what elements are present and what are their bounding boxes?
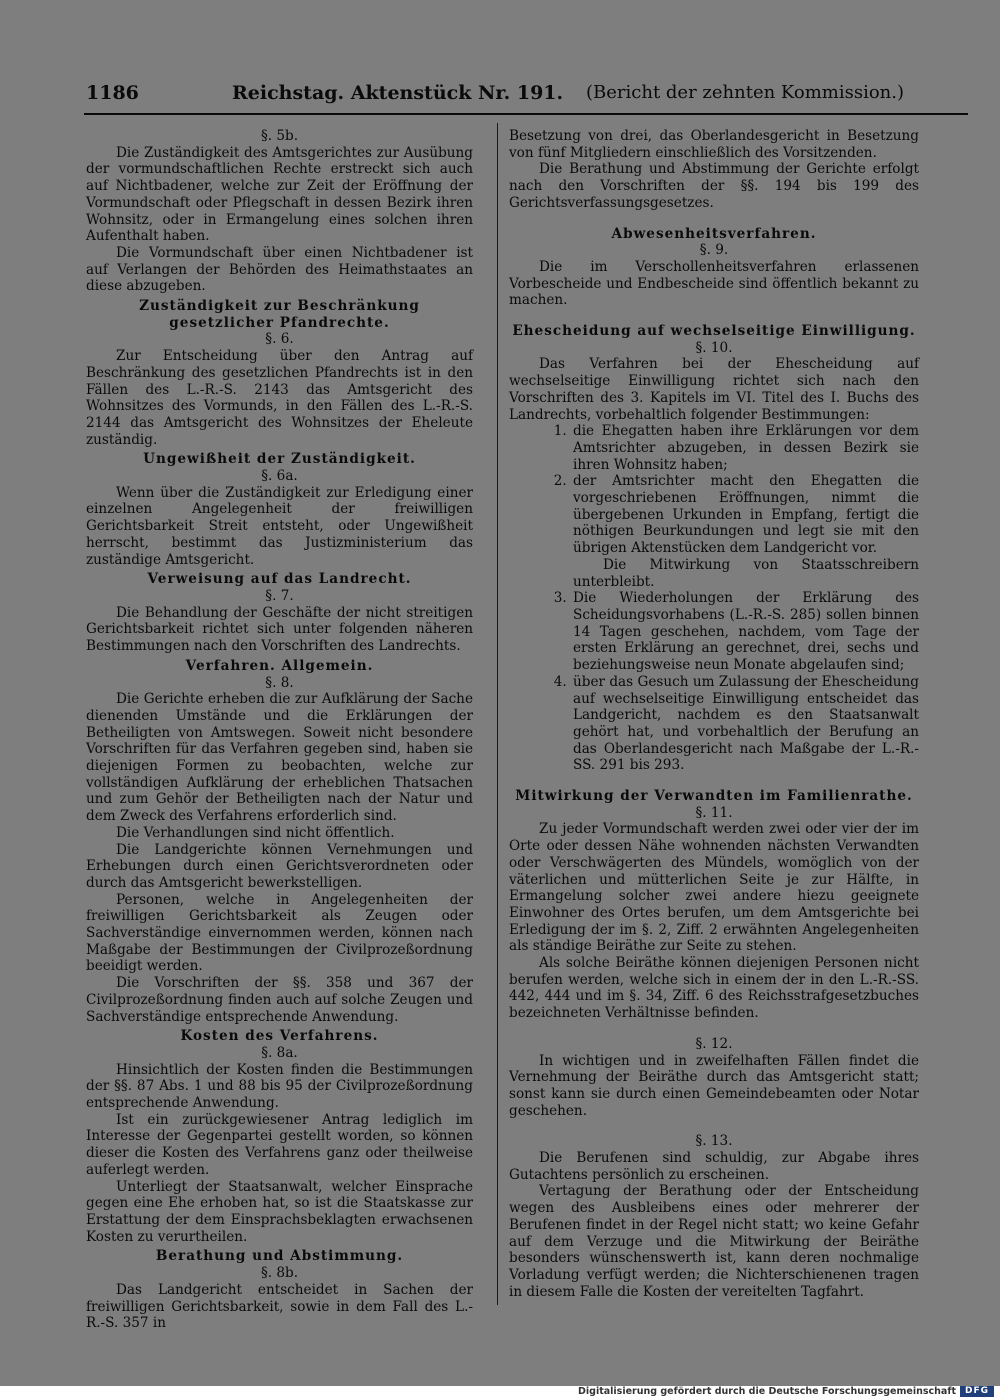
paragraph: Die Zuständigkeit des Amtsgerichtes zur Ausübung der vormundschaftlichen Rechte erstreckt sich auch auf Nichtbadener, welche zur Zeit der Eröffnung der Vormundschaft oder Pflegschaft in dessen Bezirk ihren Wohnsitz, oder in Ermangelung eines solchen ihren Aufenthalt haben. — [86, 144, 473, 245]
section-8a-heading: Kosten des Verfahrens. — [180, 1028, 379, 1045]
paragraph: Ist ein zurückgewiesener Antrag lediglich im Interesse der Gegenpartei gestellt worden, so können dieser die Kosten des Verfahrens ganz oder theilweise auferlegt werden. — [86, 1111, 473, 1178]
paragraph: Zu jeder Vormundschaft werden zwei oder vier der im Orte oder dessen Nähe wohnenden nächsten Verwandten oder Verschwägerten des Mündels, womöglich von der väterlichen und mütterlichen Seite je zur Hälfte, in Ermangelung solcher zwei andere hiezu geeignete Einwohner des Ortes berufen, um dem Amtsgerichte bei Erledigung der im §. 2, Ziff. 2 erwähnten Angelegenheiten als ständige Beiräthe zur Seite zu stehen. — [509, 821, 919, 955]
section-11-heading: Mitwirkung der Verwandten im Familienrathe. — [515, 788, 913, 805]
section-6-heading: Zuständigkeit zur Beschränkung gesetzlicher Pfandrechte. — [139, 298, 420, 331]
footer-bar — [0, 1386, 1000, 1397]
paragraph: Hinsichtlich der Kosten finden die Bestimmungen der §§. 87 Abs. 1 und 88 bis 95 der Civilprozeßordnung entsprechende Anwendung. — [86, 1061, 473, 1112]
list-item: 3. Die Wiederholungen der Erklärung des Scheidungsvorhabens (L.-R.-S. 285) sollen binnen 14 Tagen geschehen, nachdem, vom Tage der ersten Erklärung an gerechnet, drei, sechs und beziehungsweise neun Monate abgelaufen sind; — [571, 590, 919, 674]
paragraph: Die Gerichte erheben die zur Aufklärung der Sache dienenden Umstände und die Erklärungen der Betheiligten von Amtswegen. Soweit nicht besondere Vorschriften für das Verfahren gegeben sind, haben sie diejenigen Formen zu beobachten, welche zur vollständigen Aufklärung der erheblichen Thatsachen und zum Gehör der Betheiligten nach der Natur und dem Zweck des Verfahrens erforderlich sind. — [86, 691, 473, 825]
section-8-heading: Verfahren. Allgemein. — [185, 657, 374, 674]
paragraph: Das Landgericht entscheidet in Sachen der freiwilligen Gerichtsbarkeit, sowie in dem Fall des L.-R.-S. 357 in — [86, 1281, 473, 1332]
funding-notice: Digitalisierung gefördert durch die Deutsche Forschungsgemeinschaft — [578, 1386, 956, 1397]
header-rule — [84, 113, 968, 115]
column-divider — [497, 123, 498, 1305]
right-column — [509, 128, 919, 1300]
paragraph: Die Landgerichte können Vernehmungen und Erhebungen durch einen Gerichtsverordneten oder durch das Amtsgericht bewerkstelligen. — [86, 841, 473, 891]
paragraph: Als solche Beiräthe können diejenigen Personen nicht berufen werden, welche sich in einem der in den L.-R.-SS. 442, 444 und im §. 34, Ziff. 6 des Reichsstrafgesetzbuches bezeichneten Verhältnisse befinden. — [509, 955, 919, 1022]
section-9-number: §. 9. — [699, 242, 729, 259]
section-6a-number: §. 6a. — [261, 468, 298, 485]
paragraph: Die Vorschriften der §§. 358 und 367 der Civilprozeßordnung finden auch auf solche Zeugen und Sachverständige entsprechende Anwendung. — [86, 975, 473, 1025]
section-10-number: §. 10. — [695, 339, 733, 356]
section-9-heading: Abwesenheitsverfahren. — [611, 225, 817, 242]
section-8a-number: §. 8a. — [261, 1044, 298, 1061]
section-8b-number: §. 8b. — [260, 1265, 299, 1282]
page-number: 1186 — [86, 82, 139, 104]
list-item: 2. der Amtsrichter macht den Ehegatten die vorgeschriebenen Eröffnungen, nimmt die übergebenen Urkunden in Empfang, fertigt die nöthigen Beurkundungen und legt sie mit den übrigen Aktenstücken dem Landgericht vor. Die Mitwirkung von Staatsschreibern unterbleibt. — [571, 473, 919, 590]
section-10-heading: Ehescheidung auf wechselseitige Einwilligung. — [512, 323, 916, 340]
paragraph: Vertagung der Berathung oder der Entscheidung wegen des Ausbleibens eines oder mehrerer der Berufenen findet in der Regel nicht statt; wo keine Gefahr auf dem Verzuge und die Mitwirkung der Beiräthe besonders wünschenswerth ist, kann deren nochmalige Vorladung verfügt werden; die Nichterschienenen tragen in diesem Falle die Kosten der vereitelten Tagfahrt. — [509, 1183, 919, 1300]
section-6a-heading: Ungewißheit der Zuständigkeit. — [143, 451, 416, 468]
section-7-number: §. 7. — [265, 587, 294, 604]
page-header — [86, 82, 966, 112]
paragraph: Besetzung von drei, das Oberlandesgericht in Besetzung von fünf Mitgliedern einschließlich des Vorsitzenden. — [509, 128, 919, 161]
list-item-note: Die Mitwirkung von Staatsschreibern unterbleibt. — [573, 556, 919, 590]
paragraph: Personen, welche in Angelegenheiten der freiwilligen Gerichtsbarkeit als Zeugen oder Sachverständige einvernommen werden, können nach Maßgabe der Bestimmungen der Civilprozeßordnung beeidigt werden. — [86, 891, 473, 975]
section-7-heading: Verweisung auf das Landrecht. — [147, 571, 412, 588]
paragraph: Wenn über die Zuständigkeit zur Erledigung einer einzelnen Angelegenheit der freiwilligen Gerichtsbarkeit Streit entsteht, oder Ungewißheit herrscht, bestimmt das Justizministerium das zuständige Amtsgericht. — [86, 484, 473, 568]
dfg-logo-icon: DFG — [960, 1386, 994, 1397]
paragraph: Die Verhandlungen sind nicht öffentlich. — [116, 824, 395, 841]
provisions-list — [509, 423, 919, 774]
paragraph: Die Behandlung der Geschäfte der nicht streitigen Gerichtsbarkeit richtet sich unter folgenden näheren Bestimmungen nach den Vorschriften des Landrechts. — [86, 604, 473, 655]
paragraph: Das Verfahren bei der Ehescheidung auf wechselseitige Einwilligung richtet sich nach den Vorschriften des 3. Kapitels im VI. Titel des I. Buchs des Landrechts, vorbehaltlich folgender Bestimmungen: — [509, 356, 919, 423]
section-11-number: §. 11. — [695, 804, 733, 821]
paragraph: Unterliegt der Staatsanwalt, welcher Einsprache gegen eine Ehe erhoben hat, so ist die Staatskasse zur Erstattung der dem Einsprachsbeklagten erwachsenen Kosten zu verurtheilen. — [86, 1178, 473, 1245]
list-item: 4. über das Gesuch um Zulassung der Ehescheidung auf wechselseitige Einwilligung entscheidet das Landgericht, nachdem es den Staatsanwalt gehört hat, und vorbehaltlich der Berufung an das Oberlandesgericht nach Maßgabe der L.-R.-SS. 291 bis 293. — [571, 674, 919, 774]
section-12-number: §. 12. — [695, 1035, 733, 1052]
paragraph: Die Berufenen sind schuldig, zur Abgabe ihres Gutachtens persönlich zu erscheinen. — [509, 1150, 919, 1183]
section-8-number: §. 8. — [265, 674, 294, 691]
section-6-number: §. 6. — [265, 331, 294, 348]
paragraph: Die Vormundschaft über einen Nichtbadener ist auf Verlangen der Behörden des Heimathstaates an diese abzugeben. — [86, 244, 473, 295]
paragraph: Die im Verschollenheitsverfahren erlassenen Vorbescheide und Endbescheide sind öffentlich bekannt zu machen. — [509, 258, 919, 309]
document-title: Reichstag. Aktenstück Nr. 191. — [232, 82, 564, 104]
list-item: 1. die Ehegatten haben ihre Erklärungen vor dem Amtsrichter abzugeben, in dessen Bezirk sie ihren Wohnsitz haben; — [571, 423, 919, 473]
paragraph: In wichtigen und in zweifelhaften Fällen findet die Vernehmung der Beiräthe durch das Amtsgericht statt; sonst kann sie durch einen Gemeindebeamten oder Notar geschehen. — [509, 1052, 919, 1119]
section-13-number: §. 13. — [695, 1133, 733, 1150]
left-column — [86, 128, 473, 1332]
section-8b-heading: Berathung und Abstimmung. — [155, 1248, 404, 1265]
paragraph: Die Berathung und Abstimmung der Gerichte erfolgt nach den Vorschriften der §§. 194 bis 199 des Gerichtsverfassungsgesetzes. — [509, 161, 919, 211]
paragraph: Zur Entscheidung über den Antrag auf Beschränkung des gesetzlichen Pfandrechts ist in den Fällen des L.-R.-S. 2143 das Amtsgericht des Wohnsitzes des Vormunds, in den Fällen des L.-R.-S. 2144 das Amtsgericht des Wohnsitzes der Eheleute zuständig. — [86, 348, 473, 448]
section-5b-number: §. 5b. — [260, 128, 299, 144]
report-label: (Bericht der zehnten Kommission.) — [586, 82, 905, 103]
